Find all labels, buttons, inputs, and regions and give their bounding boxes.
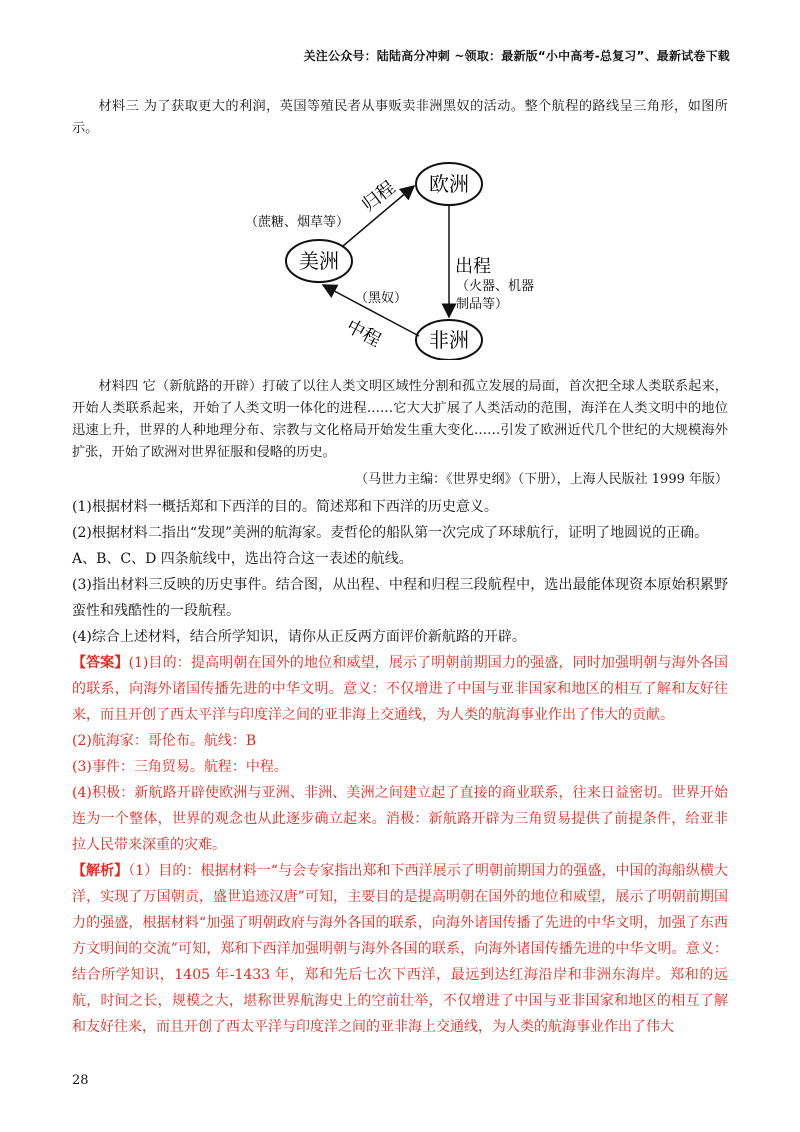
answer-tag: 【答案】 — [72, 655, 129, 671]
outbound-route-label: 出程 — [455, 256, 491, 277]
africa-label: 非洲 — [429, 328, 469, 352]
question-2-line2: A、B、C、D 四条航线中，选出符合这一表述的航线。 — [72, 551, 413, 567]
analysis-text: （1）目的：根据材料一“与会专家指出郑和下西洋展示了明朝前期国力的强盛，中国的海船纵横大洋，实现了万国朝贡，盛世追迹汉唐”可知，主要目的是提高明朝在国外的地位和威望，展示了明朝前期国力的强盛，根据材料“加强了明朝政府与海外各国的联系，向海外诸国传播了先进的中华文明，加强了东西方文明间的交流”可知，郑和下西洋加强明朝与海外各国的联系，向海外诸国传播先进的中华文明。意义：结合所学知识，1405 年-1433 年，郑和先后七次下西洋，最远到达红海沿岸和非洲东海岸。郑和的远航，时间之长，规模之大，堪称世界航海史上的空前壮举，不仅增进了中国与亚非国家和地区的相互了解和友好往来，而且开创了西太平洋与印度洋之间的亚非海上交通线，为人类的航海事业作出了伟大 — [72, 863, 728, 1035]
question-1: (1)根据材料一概括郑和下西洋的目的。简述郑和下西洋的历史意义。 — [72, 499, 498, 515]
answer-1-text: (1)目的：提高明朝在国外的地位和威望，展示了明朝前期国力的强盛，同时加强明朝与海外各国的联系，向海外诸国传播先进的中华文明。意义：不仅增进了中国与亚非国家和地区的相互了解和友好往来，而且开创了西太平洋与印度洋之间的亚非海上交通线，为人类的航海事业作出了伟大的贡献。 — [72, 655, 729, 723]
europe-label: 欧洲 — [429, 172, 469, 196]
return-route-label: 归程 — [358, 177, 400, 216]
answer-3: (3)事件：三角贸易。航程：中程。 — [72, 759, 288, 775]
middle-route-goods: （黑奴） — [355, 291, 408, 306]
question-2-line1: (2)根据材料二指出“发现”美洲的航海家。麦哲伦的船队第一次完成了环球航行，证明了地圆说的正确。 — [72, 525, 709, 541]
material-four: 材料四 它（新航路的开辟）打破了以往人类文明区域性分割和孤立发展的局面，首次把全球人类联系起来，开始人类联系起来，开始了人类文明一体化的进程……它大大扩展了人类活动的范围，海洋在人类文明中的地位迅速上升，世界的人种地理分布、宗教与文化格局开始发生重大变化……引发了欧洲近代几个世纪的大规模海外扩张，开始了欧洲对世界征服和侵略的历史。 — [72, 379, 728, 460]
outbound-route-goods-line1: （火器、机器 — [456, 279, 535, 294]
america-label: 美洲 — [299, 249, 339, 273]
material-three: 材料三 为了获取更大的利润，英国等殖民者从事贩卖非洲黑奴的活动。整个航程的路线呈三角形，如图所示。 — [72, 99, 728, 136]
analysis — [72, 858, 728, 1040]
source-citation: （马世力主编：《世界史纲》（下册），上海人民版社 1999 年版） — [355, 472, 728, 487]
analysis-tag: 【解析】 — [72, 863, 129, 879]
question-3: (3)指出材料三反映的历史事件。结合图，从出程、中程和归程三段航程中，选出最能体现资本原始积累野蛮性和残酷性的一段航程。 — [72, 577, 728, 619]
page-number: 28 — [72, 1073, 89, 1088]
outbound-route-goods-line2: 制品等） — [456, 297, 509, 312]
page-header: 关注公众号：陆陆高分冲刺 ~领取：最新版“小中高考-总复习”、最新试卷下载 — [303, 49, 730, 63]
answer-2: (2)航海家：哥伦布。航线：B — [72, 733, 257, 749]
answer-1 — [72, 650, 728, 728]
return-route-goods: （蔗糖、烟草等） — [245, 215, 350, 230]
triangle-trade-diagram — [0, 160, 800, 360]
question-4: (4)综合上述材料，结合所学知识，请你从正反两方面评价新航路的开辟。 — [72, 629, 526, 645]
middle-route-label: 中程 — [342, 315, 385, 352]
answer-4: (4)积极：新航路开辟使欧洲与亚洲、非洲、美洲之间建立起了直接的商业联系，往来日益密切。世界开始连为一个整体，世界的观念也从此逐步确立起来。消极：新航路开辟为三角贸易提供了前提条件，给亚非拉人民带来深重的灾难。 — [72, 785, 728, 853]
